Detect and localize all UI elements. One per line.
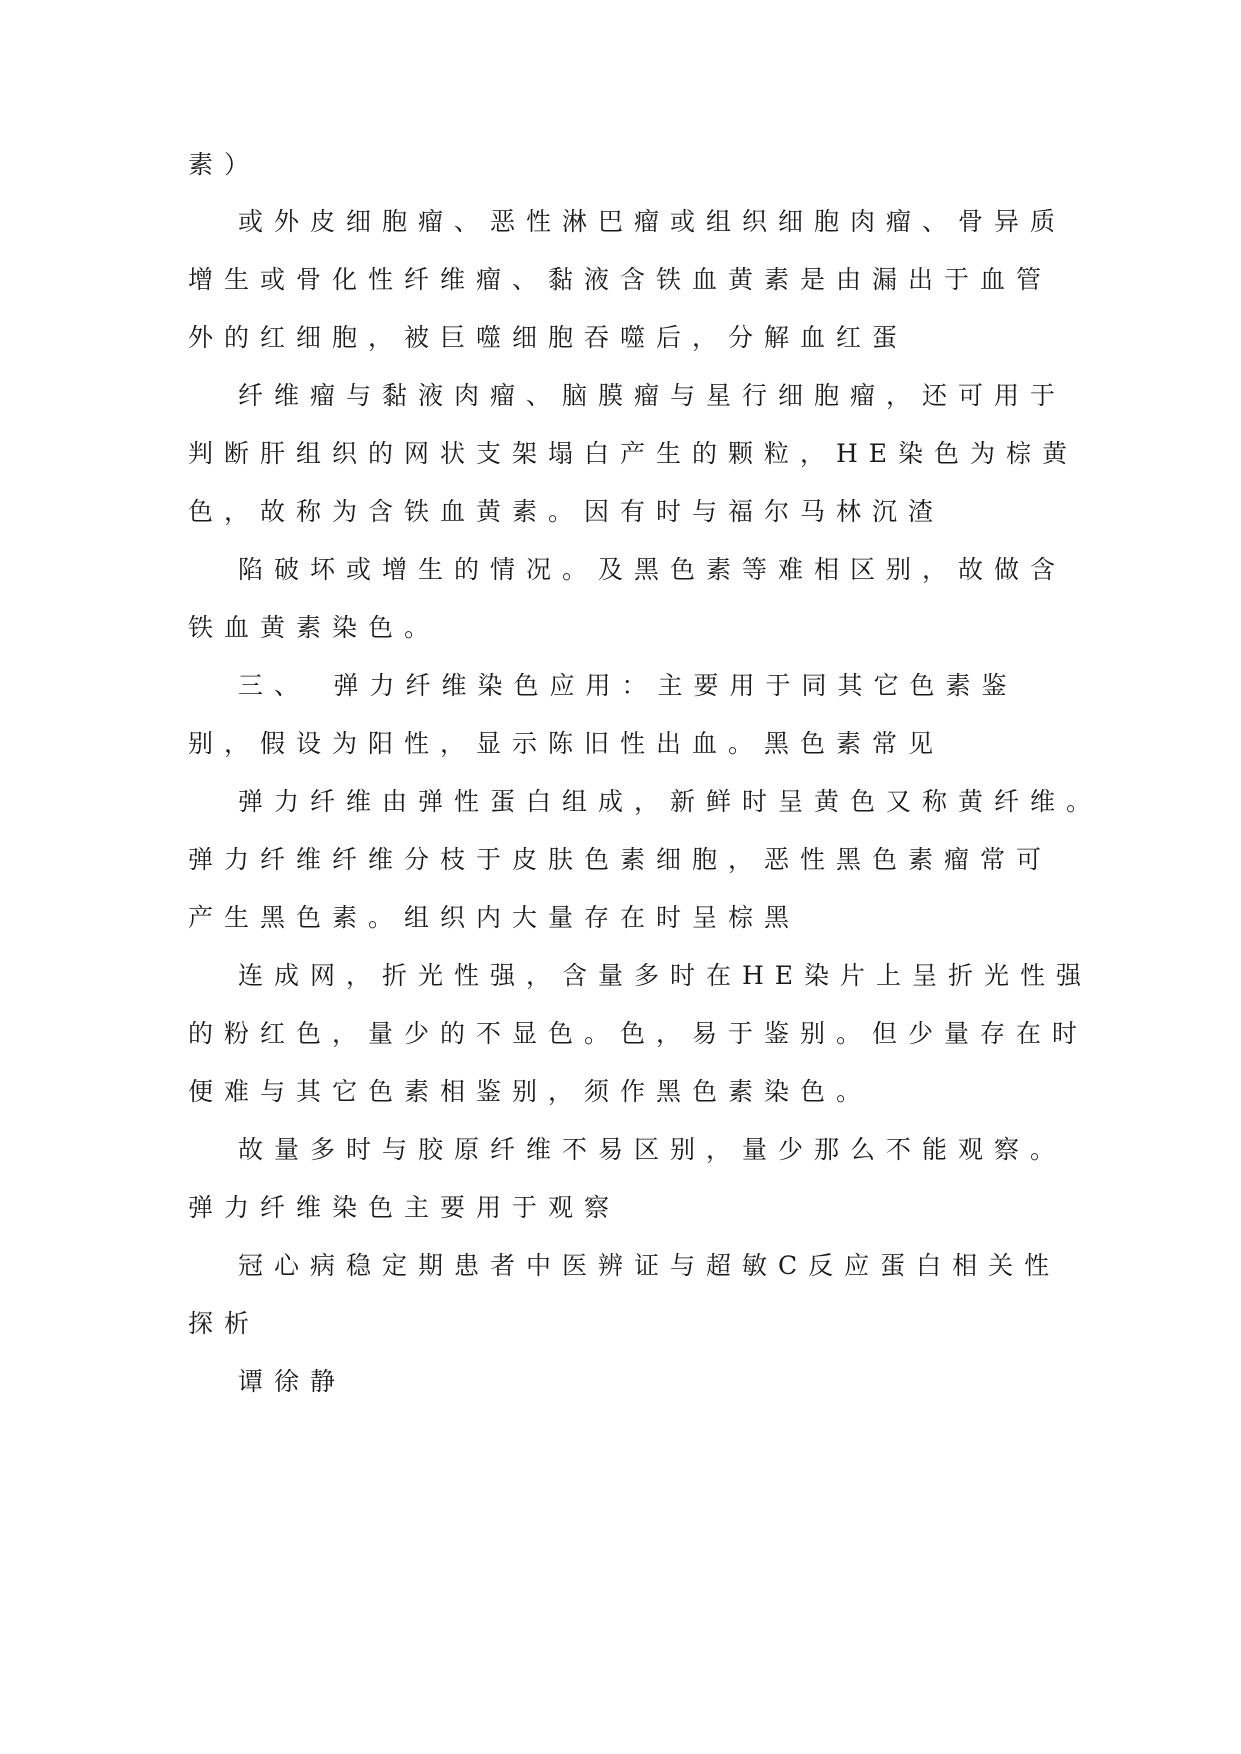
text-line-5: 纤维瘤与黏液肉瘤、脑膜瘤与星行细胞瘤，还可用于 [238,381,1067,410]
text-line-8: 陷破坏或增生的情况。及黑色素等难相区别，故做含 [238,555,1067,584]
text-line-19: 弹力纤维染色主要用于观察 [188,1193,621,1222]
text-line-14: 产生黑色素。组织内大量存在时呈棕黑 [188,903,801,932]
text-line-10: 三、 弹力纤维染色应用：主要用于同其它色素鉴 [238,671,1018,700]
text-line-2: 或外皮细胞瘤、恶性淋巴瘤或组织细胞肉瘤、骨异质 [238,207,1067,236]
text-line-17: 便难与其它色素相鉴别，须作黑色素染色。 [188,1077,873,1106]
text-line-1: 素） [188,150,261,179]
text-line-6: 判断肝组织的网状支架塌白产生的颗粒，HE染色为棕黄 [188,439,1079,468]
text-line-11: 别，假设为阳性，显示陈旧性出血。黑色素常见 [188,729,945,758]
text-line-7: 色，故称为含铁血黄素。因有时与福尔马林沉渣 [188,497,945,526]
text-line-21: 探析 [188,1309,261,1338]
text-line-9: 铁血黄素染色。 [188,613,441,642]
text-line-4: 外的红细胞，被巨噬细胞吞噬后，分解血红蛋 [188,323,909,352]
text-line-13: 弹力纤维纤维分枝于皮肤色素细胞，恶性黑色素瘤常可 [188,845,1053,874]
text-line-12: 弹力纤维由弹性蛋白组成，新鲜时呈黄色又称黄纤维。 [238,787,1103,816]
text-line-16: 的粉红色，量少的不显色。色，易于鉴别。但少量存在时 [188,1019,1089,1048]
text-line-3: 增生或骨化性纤维瘤、黏液含铁血黄素是由漏出于血管 [188,265,1053,294]
text-line-18: 故量多时与胶原纤维不易区别，量少那么不能观察。 [238,1135,1067,1164]
text-line-15: 连成网，折光性强，含量多时在HE染片上呈折光性强 [238,961,1093,990]
text-line-20: 冠心病稳定期患者中医辨证与超敏C反应蛋白相关性 [238,1251,1061,1280]
author-name: 谭徐静 [238,1367,347,1396]
